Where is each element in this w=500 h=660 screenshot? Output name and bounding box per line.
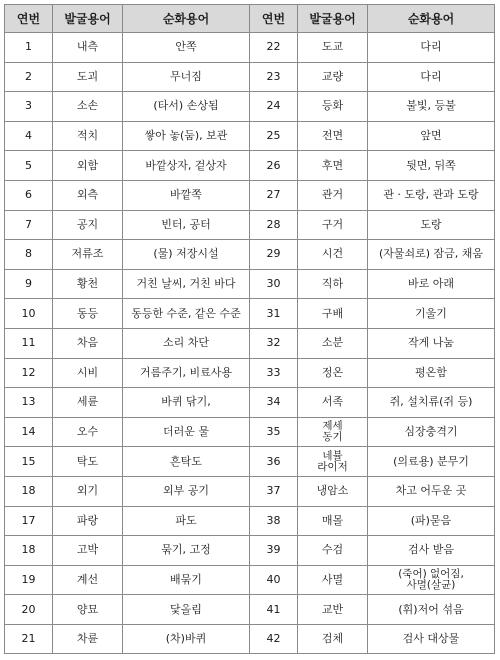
excavation-term-left: 내측 xyxy=(53,33,123,63)
row-number-right: 34 xyxy=(250,388,298,418)
row-number-left: 19 xyxy=(5,565,53,595)
excavation-term-left: 차음 xyxy=(53,328,123,358)
table-row xyxy=(5,121,495,151)
pure-term-right: (죽어) 없어짐, 사멸(살균) xyxy=(368,565,495,595)
row-number-right: 31 xyxy=(250,299,298,329)
row-number-left: 12 xyxy=(5,358,53,388)
table-row xyxy=(5,269,495,299)
row-number-right: 28 xyxy=(250,210,298,240)
header-no-right: 연번 xyxy=(250,5,298,33)
table-row xyxy=(5,240,495,270)
excavation-term-right: 직하 xyxy=(298,269,368,299)
pure-term-left: 안쪽 xyxy=(123,33,250,63)
pure-term-left: 닻올림 xyxy=(123,595,250,625)
pure-term-right: (파)묻음 xyxy=(368,506,495,536)
excavation-term-left: 외기 xyxy=(53,476,123,506)
table-row xyxy=(5,62,495,92)
pure-term-right: (의료용) 분무기 xyxy=(368,447,495,477)
excavation-term-left: 도괴 xyxy=(53,62,123,92)
excavation-term-left: 차륜 xyxy=(53,624,123,654)
row-number-left: 10 xyxy=(5,299,53,329)
row-number-left: 2 xyxy=(5,62,53,92)
row-number-right: 29 xyxy=(250,240,298,270)
pure-term-left: 바깥상자, 겉상자 xyxy=(123,151,250,181)
header-pure-term-left: 순화용어 xyxy=(123,5,250,33)
pure-term-left: 빈터, 공터 xyxy=(123,210,250,240)
excavation-term-right: 교량 xyxy=(298,62,368,92)
pure-term-left: 거름주기, 비료사용 xyxy=(123,358,250,388)
row-number-left: 6 xyxy=(5,180,53,210)
row-number-right: 37 xyxy=(250,476,298,506)
excavation-term-left: 오수 xyxy=(53,417,123,447)
row-number-left: 20 xyxy=(5,595,53,625)
row-number-left: 13 xyxy=(5,388,53,418)
row-number-right: 36 xyxy=(250,447,298,477)
excavation-term-right: 교반 xyxy=(298,595,368,625)
row-number-left: 15 xyxy=(5,447,53,477)
excavation-term-right: 소분 xyxy=(298,328,368,358)
excavation-term-right: 매몰 xyxy=(298,506,368,536)
row-number-right: 24 xyxy=(250,92,298,122)
header-excavation-term-left: 발굴용어 xyxy=(53,5,123,33)
header-excavation-term-right: 발굴용어 xyxy=(298,5,368,33)
pure-term-right: 다리 xyxy=(368,62,495,92)
pure-term-right: 차고 어두운 곳 xyxy=(368,476,495,506)
excavation-term-right: 구배 xyxy=(298,299,368,329)
pure-term-right: 심장충격기 xyxy=(368,417,495,447)
excavation-term-right: 사멸 xyxy=(298,565,368,595)
excavation-term-left: 양묘 xyxy=(53,595,123,625)
excavation-term-left: 시비 xyxy=(53,358,123,388)
row-number-right: 38 xyxy=(250,506,298,536)
pure-term-left: 흔탁도 xyxy=(123,447,250,477)
excavation-term-right: 시건 xyxy=(298,240,368,270)
row-number-right: 41 xyxy=(250,595,298,625)
row-number-right: 26 xyxy=(250,151,298,181)
row-number-left: 3 xyxy=(5,92,53,122)
excavation-term-left: 세륜 xyxy=(53,388,123,418)
pure-term-right: 쥐, 설치류(쥐 등) xyxy=(368,388,495,418)
pure-term-left: 더러운 물 xyxy=(123,417,250,447)
row-number-left: 8 xyxy=(5,240,53,270)
excavation-term-left: 공지 xyxy=(53,210,123,240)
row-number-right: 23 xyxy=(250,62,298,92)
pure-term-right: (자물쇠로) 잠금, 채움 xyxy=(368,240,495,270)
pure-term-right: 뒷면, 뒤쪽 xyxy=(368,151,495,181)
row-number-right: 30 xyxy=(250,269,298,299)
table-row xyxy=(5,33,495,63)
pure-term-left: 바깥쪽 xyxy=(123,180,250,210)
header-pure-term-right: 순화용어 xyxy=(368,5,495,33)
glossary-table-container xyxy=(4,4,494,656)
table-row xyxy=(5,536,495,566)
pure-term-right: 작게 나눔 xyxy=(368,328,495,358)
excavation-term-right: 도교 xyxy=(298,33,368,63)
excavation-term-right: 수검 xyxy=(298,536,368,566)
table-row xyxy=(5,595,495,625)
row-number-right: 40 xyxy=(250,565,298,595)
excavation-term-right: 정온 xyxy=(298,358,368,388)
table-row xyxy=(5,151,495,181)
row-number-right: 39 xyxy=(250,536,298,566)
table-row xyxy=(5,447,495,477)
pure-term-left: (타서) 손상됨 xyxy=(123,92,250,122)
excavation-term-right: 서족 xyxy=(298,388,368,418)
row-number-left: 14 xyxy=(5,417,53,447)
pure-term-right: 검사 대상물 xyxy=(368,624,495,654)
excavation-term-left: 황천 xyxy=(53,269,123,299)
table-row xyxy=(5,180,495,210)
row-number-right: 33 xyxy=(250,358,298,388)
row-number-left: 18 xyxy=(5,476,53,506)
excavation-term-right: 검체 xyxy=(298,624,368,654)
table-row xyxy=(5,299,495,329)
row-number-left: 21 xyxy=(5,624,53,654)
excavation-term-left: 외측 xyxy=(53,180,123,210)
row-number-right: 25 xyxy=(250,121,298,151)
table-row xyxy=(5,92,495,122)
row-number-right: 32 xyxy=(250,328,298,358)
excavation-term-left: 파랑 xyxy=(53,506,123,536)
pure-term-right: 다리 xyxy=(368,33,495,63)
pure-term-left: 거친 날씨, 거친 바다 xyxy=(123,269,250,299)
row-number-right: 27 xyxy=(250,180,298,210)
table-row xyxy=(5,388,495,418)
pure-term-right: (휘)저어 섞음 xyxy=(368,595,495,625)
excavation-term-right: 냉암소 xyxy=(298,476,368,506)
excavation-term-right: 제세 동기 xyxy=(298,417,368,447)
table-row xyxy=(5,210,495,240)
excavation-term-left: 적치 xyxy=(53,121,123,151)
pure-term-left: 외부 공기 xyxy=(123,476,250,506)
pure-term-right: 검사 받음 xyxy=(368,536,495,566)
row-number-left: 17 xyxy=(5,506,53,536)
row-number-left: 9 xyxy=(5,269,53,299)
table-row xyxy=(5,328,495,358)
excavation-term-right: 등화 xyxy=(298,92,368,122)
pure-term-left: (물) 저장시설 xyxy=(123,240,250,270)
excavation-term-left: 동등 xyxy=(53,299,123,329)
excavation-term-right: 관거 xyxy=(298,180,368,210)
table-row xyxy=(5,476,495,506)
excavation-term-left: 계선 xyxy=(53,565,123,595)
row-number-right: 22 xyxy=(250,33,298,63)
header-row xyxy=(5,5,495,33)
row-number-right: 42 xyxy=(250,624,298,654)
pure-term-left: (차)바퀴 xyxy=(123,624,250,654)
pure-term-left: 소리 차단 xyxy=(123,328,250,358)
pure-term-right: 앞면 xyxy=(368,121,495,151)
excavation-term-right: 전면 xyxy=(298,121,368,151)
row-number-left: 11 xyxy=(5,328,53,358)
excavation-term-left: 저류조 xyxy=(53,240,123,270)
excavation-term-right: 후면 xyxy=(298,151,368,181)
row-number-right: 35 xyxy=(250,417,298,447)
pure-term-right: 관 · 도랑, 관과 도랑 xyxy=(368,180,495,210)
pure-term-left: 동등한 수준, 같은 수준 xyxy=(123,299,250,329)
row-number-left: 1 xyxy=(5,33,53,63)
pure-term-left: 묶기, 고정 xyxy=(123,536,250,566)
pure-term-left: 무너짐 xyxy=(123,62,250,92)
pure-term-right: 도랑 xyxy=(368,210,495,240)
pure-term-left: 배묶기 xyxy=(123,565,250,595)
pure-term-left: 바퀴 닦기, xyxy=(123,388,250,418)
excavation-term-left: 탁도 xyxy=(53,447,123,477)
excavation-term-left: 외함 xyxy=(53,151,123,181)
pure-term-left: 파도 xyxy=(123,506,250,536)
excavation-term-right: 구거 xyxy=(298,210,368,240)
pure-term-right: 평온함 xyxy=(368,358,495,388)
pure-term-left: 쌓아 놓(둠), 보관 xyxy=(123,121,250,151)
table-row xyxy=(5,358,495,388)
table-row xyxy=(5,624,495,654)
glossary-table xyxy=(4,4,495,654)
table-body xyxy=(5,33,495,654)
excavation-term-left: 고박 xyxy=(53,536,123,566)
excavation-term-right: 네뷸 라이저 xyxy=(298,447,368,477)
header-no-left: 연번 xyxy=(5,5,53,33)
row-number-left: 5 xyxy=(5,151,53,181)
table-row xyxy=(5,506,495,536)
row-number-left: 4 xyxy=(5,121,53,151)
pure-term-right: 불빛, 등불 xyxy=(368,92,495,122)
row-number-left: 7 xyxy=(5,210,53,240)
pure-term-right: 기울기 xyxy=(368,299,495,329)
pure-term-right: 바로 아래 xyxy=(368,269,495,299)
table-row xyxy=(5,417,495,447)
row-number-left: 18 xyxy=(5,536,53,566)
table-row xyxy=(5,565,495,595)
excavation-term-left: 소손 xyxy=(53,92,123,122)
